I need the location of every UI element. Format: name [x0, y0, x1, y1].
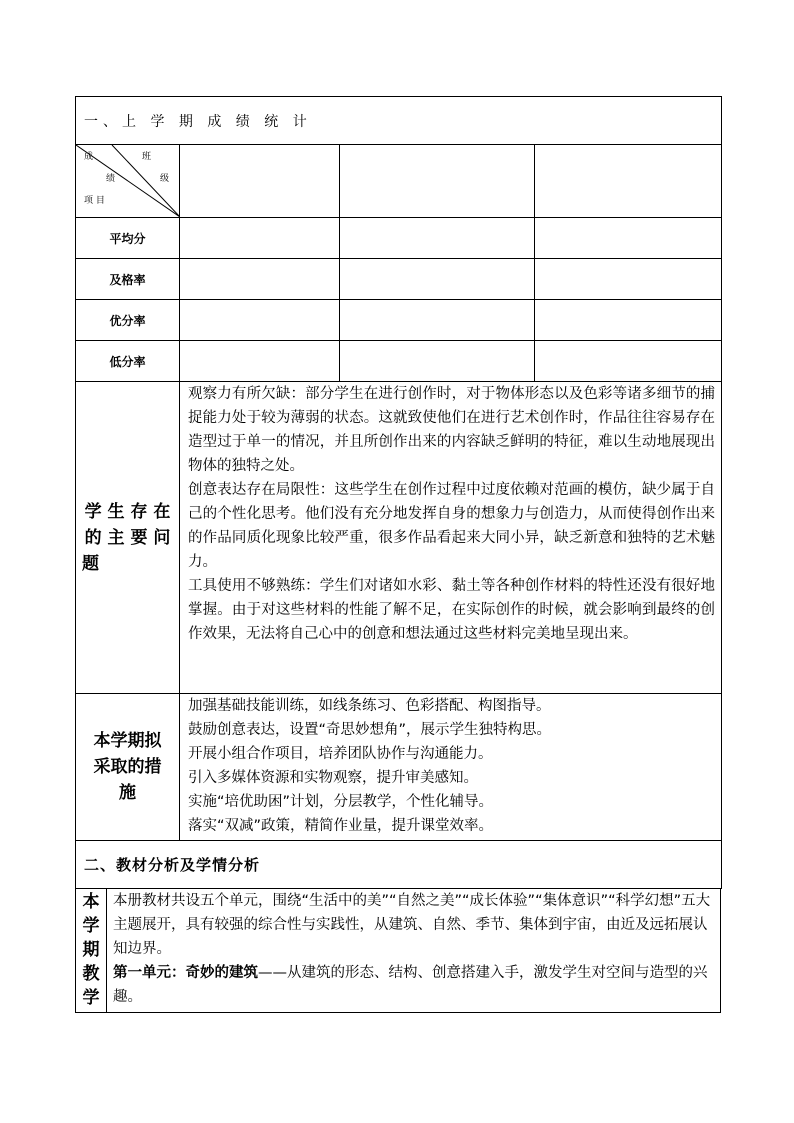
problems-label-line: 的 主 要 问 [84, 527, 171, 548]
diag-char-ban: 班 [142, 152, 152, 162]
problems-label-line: 题 [82, 553, 99, 574]
value-cell[interactable] [535, 300, 722, 341]
diag-char-ji: 绩 [106, 174, 116, 184]
document-page [75, 96, 721, 1013]
metric-low-rate: 低分率 [76, 341, 180, 382]
problems-label-line: 学 生 存 在 [84, 501, 171, 522]
vertical-char: 学 [82, 988, 100, 1008]
measure-item: 引入多媒体资源和实物观察，提升审美感知。 [188, 770, 478, 786]
value-cell[interactable] [535, 218, 722, 259]
measures-label-line: 施 [119, 783, 136, 803]
class-cell-1[interactable] [180, 145, 340, 218]
measure-item: 开展小组合作项目，培养团队协作与沟通能力。 [188, 746, 493, 762]
unit1-text: ——从建筑的形态、结构、创意搭建入手，激发学生对空间与造型的兴趣。 [113, 965, 708, 1005]
metric-excellent-rate: 优分率 [76, 300, 180, 341]
problem-paragraph: 观察力有所欠缺：部分学生在进行创作时，对于物体形态以及色彩等诸多细节的捕捉能力处于较为薄弱的状态。这就致使他们在进行艺术创作时，作品往往容易存在造型过于单一的情况，并且所创作出来的内容缺乏鲜明的特征，难以生动地展现出物体的独特之处。 [188, 386, 716, 474]
unit1-title: 第一单元：奇妙的建筑 [113, 965, 258, 981]
textbook-analysis-table [75, 888, 721, 1013]
metric-pass-rate: 及格率 [76, 259, 180, 300]
measures-label-line: 本学期拟 [93, 731, 162, 751]
problem-paragraph: 工具使用不够熟练：学生们对诸如水彩、黏土等各种创作材料的特性还没有很好地掌握。由于对这些材料的性能了解不足，在实际创作的时候，就会影响到最终的创作效果，无法将自己心中的创意和想法通过这些材料完美地呈现出来。 [188, 578, 716, 642]
value-cell[interactable] [180, 259, 340, 300]
unit1-paragraph [113, 961, 716, 1009]
measure-item: 鼓励创意表达，设置“奇思妙想角”，展示学生独特构思。 [188, 722, 552, 738]
value-cell[interactable] [340, 300, 535, 341]
measure-item: 落实“双减”政策，精简作业量，提升课堂效率。 [188, 818, 494, 834]
teaching-vertical-label [76, 889, 107, 1013]
vertical-char: 学 [82, 916, 100, 936]
diag-char-cheng: 成 [84, 152, 94, 162]
value-cell[interactable] [340, 259, 535, 300]
diag-char-xiangmu: 项 目 [84, 196, 105, 206]
textbook-analysis-content [107, 889, 721, 1013]
value-cell[interactable] [535, 341, 722, 382]
value-cell[interactable] [180, 341, 340, 382]
measures-label [76, 694, 180, 841]
vertical-char: 本 [82, 892, 100, 912]
value-cell[interactable] [340, 218, 535, 259]
diagonal-header-cell [76, 145, 180, 218]
metric-average: 平均分 [76, 218, 180, 259]
diag-char-jibie: 级 [160, 174, 170, 184]
measures-content [180, 694, 722, 841]
grade-statistics-table [75, 96, 722, 889]
section2-title: 二、教材分析及学情分析 [76, 841, 722, 889]
value-cell[interactable] [340, 341, 535, 382]
vertical-char: 期 [82, 940, 100, 960]
textbook-intro: 本册教材共设五个单元，围绕“生活中的美”“自然之美”“成长体验”“集体意识”“科学幻想”五大主题展开，具有较强的综合性与实践性，从建筑、自然、季节、集体到宇宙，由近及远拓展认知边界。 [113, 893, 711, 957]
class-cell-3[interactable] [535, 145, 722, 218]
problems-content [180, 382, 722, 694]
section1-title: 一、上 学 期 成 绩 统 计 [76, 97, 722, 145]
measure-item: 实施“培优助困”计划，分层教学，个性化辅导。 [188, 794, 494, 810]
measure-item: 加强基础技能训练，如线条练习、色彩搭配、构图指导。 [188, 698, 551, 714]
class-cell-2[interactable] [340, 145, 535, 218]
value-cell[interactable] [180, 218, 340, 259]
measures-label-line: 采取的措 [93, 757, 162, 777]
vertical-char: 教 [82, 964, 100, 984]
value-cell[interactable] [535, 259, 722, 300]
value-cell[interactable] [180, 300, 340, 341]
problems-label [76, 382, 180, 694]
problem-paragraph: 创意表达存在局限性：这些学生在创作过程中过度依赖对范画的模仿，缺少属于自己的个性化思考。他们没有充分地发挥自身的想象力与创造力，从而使得创作出来的作品同质化现象比较严重，很多作品看起来大同小异，缺乏新意和独特的艺术魅力。 [188, 482, 716, 570]
